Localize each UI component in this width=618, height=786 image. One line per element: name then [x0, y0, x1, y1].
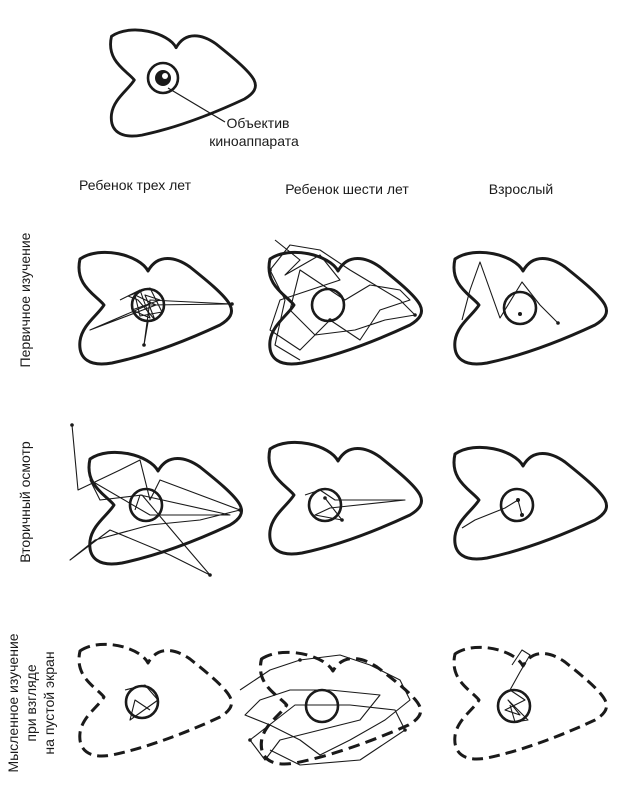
row-label-mental-line2: при взгляде — [23, 664, 39, 742]
reference-figure — [111, 30, 299, 149]
row-label-primary: Первичное изучение — [17, 232, 33, 368]
panel-primary-adult — [454, 252, 607, 364]
panel-secondary-adult — [454, 447, 607, 559]
reference-lens-highlight — [162, 73, 168, 79]
panel-primary-child-6 — [268, 240, 421, 364]
row-label-mental-line3: на пустой экран — [41, 651, 57, 755]
row-label-secondary: Вторичный осмотр — [17, 441, 33, 563]
panel-mental-child-6 — [240, 652, 421, 765]
row-label-mental-line1: Мысленное изучение — [5, 633, 21, 773]
panel-mental-adult — [454, 647, 607, 759]
lens-label-line1: Объектив — [226, 115, 290, 131]
panel-secondary-child-3 — [70, 423, 242, 577]
column-header-adult: Взрослый — [488, 181, 554, 197]
column-header-child-6: Ребенок шести лет — [285, 181, 409, 197]
panel-primary-child-3 — [79, 252, 234, 364]
panel-mental-child-3 — [79, 644, 232, 756]
panel-secondary-child-6 — [269, 442, 422, 554]
lens-label-line2: киноаппарата — [209, 133, 299, 149]
lens-pointer-line — [168, 88, 225, 122]
column-header-child-3: Ребенок трех лет — [79, 177, 191, 193]
